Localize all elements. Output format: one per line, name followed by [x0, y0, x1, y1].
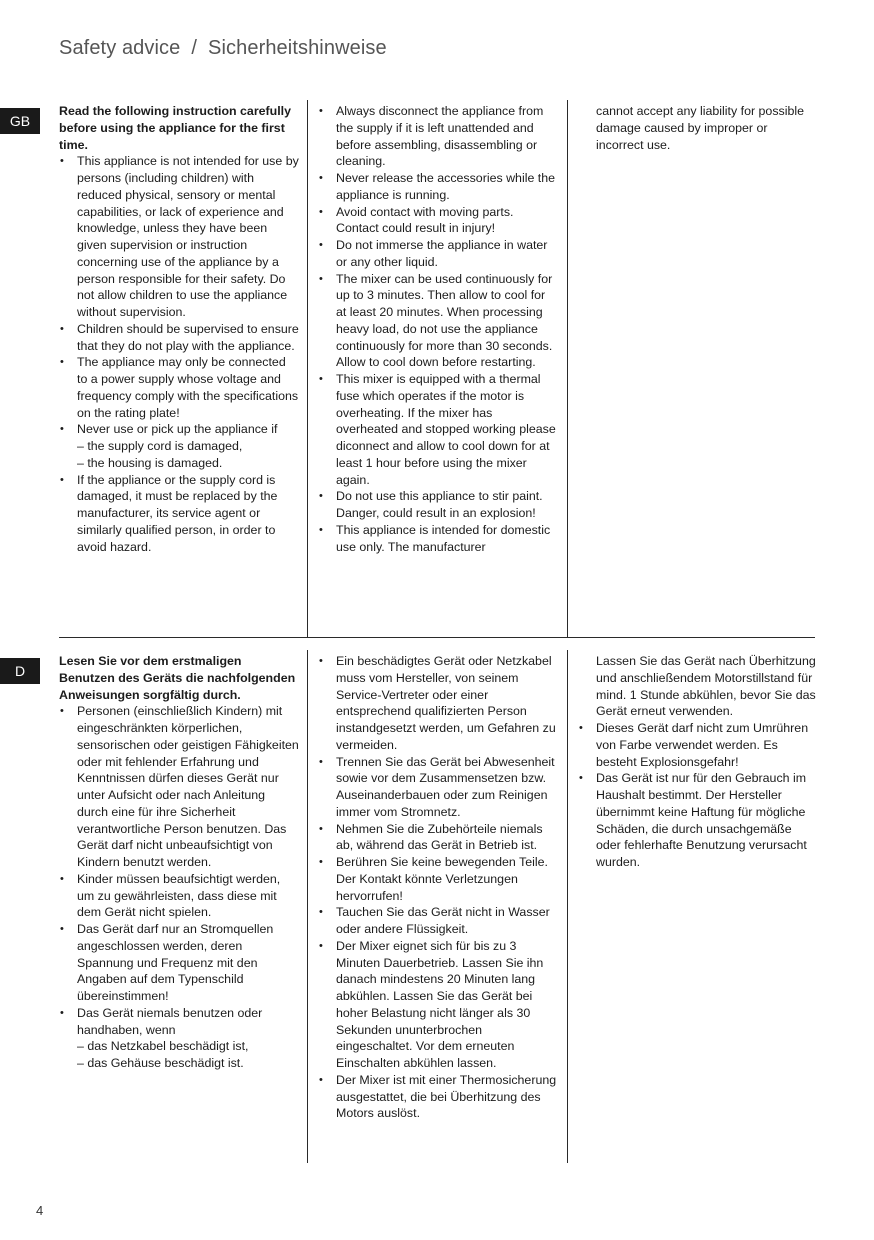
list-item: • This mixer is equipped with a thermal fuse which operates if the motor is overheating. If the mixer has overheated and stopped working please diconnect and allow to cool down for at least 1 hour before using the mixer again. [318, 371, 556, 488]
list-item: • Das Gerät ist nur für den Gebrauch im Haushalt bestimmt. Der Hersteller übernimmt keine Haftung für mögliche Schäden, die durch unsachgemäße oder fehlerhafte Benutzung verursacht wurden. [578, 770, 818, 871]
list-item: • The appliance may only be connected to a power supply whose voltage and frequency comply with the specifications on the rating plate! [59, 354, 299, 421]
section-divider [59, 637, 815, 638]
list-item: • Berühren Sie keine bewegenden Teile. Der Kontakt könnte Verletzungen hervorrufen! [318, 854, 558, 904]
list-item-text: Das Gerät niemals benutzen oder handhaben, wenn [77, 1005, 263, 1037]
list-item: • Der Mixer ist mit einer Thermosicherung ausgestattet, die bei Überhitzung des Motors auslöst. [318, 1072, 558, 1122]
title-separator: / [191, 37, 198, 59]
gb-column-3 [578, 103, 818, 153]
list-item: • Personen (einschließlich Kindern) mit eingeschränkten körperlichen, sensorischen oder geistigen Fähigkeiten oder mit fehlender Erfahrung und Kenntnissen dürfen dieses Gerät nur unter Aufsicht oder nach Anleitung durch eine für ihre Sicherheit verantwortliche Person benutzen. Das Gerät darf nicht unbeaufsichtigt von Kindern benutzt werden. [59, 703, 299, 871]
gb-bullet-list-2 [318, 103, 556, 555]
de-column-3 [578, 653, 818, 871]
title-english: Safety advice [59, 37, 181, 59]
list-item: • The mixer can be used continuously for up to 3 minutes. Then allow to cool for at least 20 minutes. When processing heavy load, do not use the appliance continuously for more than 30 seconds. Allow to cool down before restarting. [318, 271, 556, 372]
list-item: • Ein beschädigtes Gerät oder Netzkabel muss vom Hersteller, von seinem Service-Vertreter oder einer entsprechend qualifizierten Person instandgesetzt werden, um Gefahren zu vermeiden. [318, 653, 558, 754]
de-bullet-list-2 [318, 653, 558, 1122]
language-tab-de: D [0, 658, 40, 684]
list-item-text: Never use or pick up the appliance if [77, 422, 278, 437]
sub-item: – das Netzkabel beschädigt ist, [77, 1039, 249, 1054]
de-continuation-text: Lassen Sie das Gerät nach Überhitzung und anschließendem Motorstillstand für mind. 1 Stunde abkühlen, bevor Sie das Gerät erneut verwenden. [596, 654, 816, 719]
gb-intro: Read the following instruction carefully before using the appliance for the first time. [59, 104, 292, 152]
column-divider-gb-2 [567, 100, 568, 637]
list-item: • Never release the accessories while the appliance is running. [318, 170, 556, 204]
page-number: 4 [36, 1203, 44, 1218]
list-item: • Kinder müssen beaufsichtigt werden, um zu gewährleisten, dass diese mit dem Gerät nicht spielen. [59, 871, 299, 921]
list-item: • Avoid contact with moving parts. Contact could result in injury! [318, 204, 556, 238]
sub-item: – the housing is damaged. [77, 455, 223, 470]
de-bullet-list-1 [59, 703, 299, 1072]
gb-continuation-text: cannot accept any liability for possible damage caused by improper or incorrect use. [596, 104, 805, 152]
list-item: • Always disconnect the appliance from the supply if it is left unattended and before assembling, disassembling or cleaning. [318, 103, 556, 170]
list-item: • Do not immerse the appliance in water or any other liquid. [318, 237, 556, 271]
de-column-1 [59, 653, 299, 1072]
title-german: Sicherheitshinweise [208, 37, 387, 59]
language-tab-gb: GB [0, 108, 40, 134]
gb-bullet-list-1 [59, 153, 299, 555]
column-divider-de-1 [307, 650, 308, 1163]
list-item: • Tauchen Sie das Gerät nicht in Wasser oder andere Flüssigkeit. [318, 904, 558, 938]
page-title [59, 37, 387, 60]
list-item: • Nehmen Sie die Zubehörteile niemals ab, während das Gerät in Betrieb ist. [318, 821, 558, 855]
list-item: • Der Mixer eignet sich für bis zu 3 Minuten Dauerbetrieb. Lassen Sie ihn danach mindestens 20 Minuten lang abkühlen. Lassen Sie das Gerät bei hoher Belastung nicht länger als 30 Sekunden ununterbrochen eingeschaltet. Vor dem erneuten Einschalten abkühlen lassen. [318, 938, 558, 1072]
column-divider-gb-1 [307, 100, 308, 637]
list-item: • This appliance is not intended for use by persons (including children) with reduced physical, sensory or mental capabilities, or lack of experience and knowledge, unless they have been given supervision or instruction concerning use of the appliance by a person responsible for their safety. Do not allow children to use the appliance without supervision. [59, 153, 299, 321]
de-column-2 [318, 653, 558, 1122]
gb-column-2 [318, 103, 556, 555]
sub-item: – das Gehäuse beschädigt ist. [77, 1056, 244, 1070]
list-item: • Trennen Sie das Gerät bei Abwesenheit sowie vor dem Zusammensetzen bzw. Auseinanderbauen oder zum Reinigen immer vom Stromnetz. [318, 754, 558, 821]
de-intro: Lesen Sie vor dem erstmaligen Benutzen des Geräts die nachfolgenden Anweisungen sorgfältig durch. [59, 654, 296, 702]
list-item [59, 421, 299, 471]
gb-column-1 [59, 103, 299, 555]
list-item [59, 1005, 299, 1072]
list-item: • Dieses Gerät darf nicht zum Umrühren von Farbe verwendet werden. Es besteht Explosionsgefahr! [578, 720, 818, 770]
list-item: • This appliance is intended for domestic use only. The manufacturer [318, 522, 556, 556]
list-item: • Das Gerät darf nur an Stromquellen angeschlossen werden, deren Spannung und Frequenz mit den Angaben auf dem Typenschild übereinstimmen! [59, 921, 299, 1005]
column-divider-de-2 [567, 650, 568, 1163]
list-item: • Children should be supervised to ensure that they do not play with the appliance. [59, 321, 299, 355]
sub-item: – the supply cord is damaged, [77, 439, 243, 453]
de-bullet-list-3 [578, 720, 818, 871]
list-item: • Do not use this appliance to stir paint. Danger, could result in an explosion! [318, 488, 556, 522]
list-item: • If the appliance or the supply cord is damaged, it must be replaced by the manufacturer, its service agent or similarly qualified person, in order to avoid hazard. [59, 472, 299, 556]
